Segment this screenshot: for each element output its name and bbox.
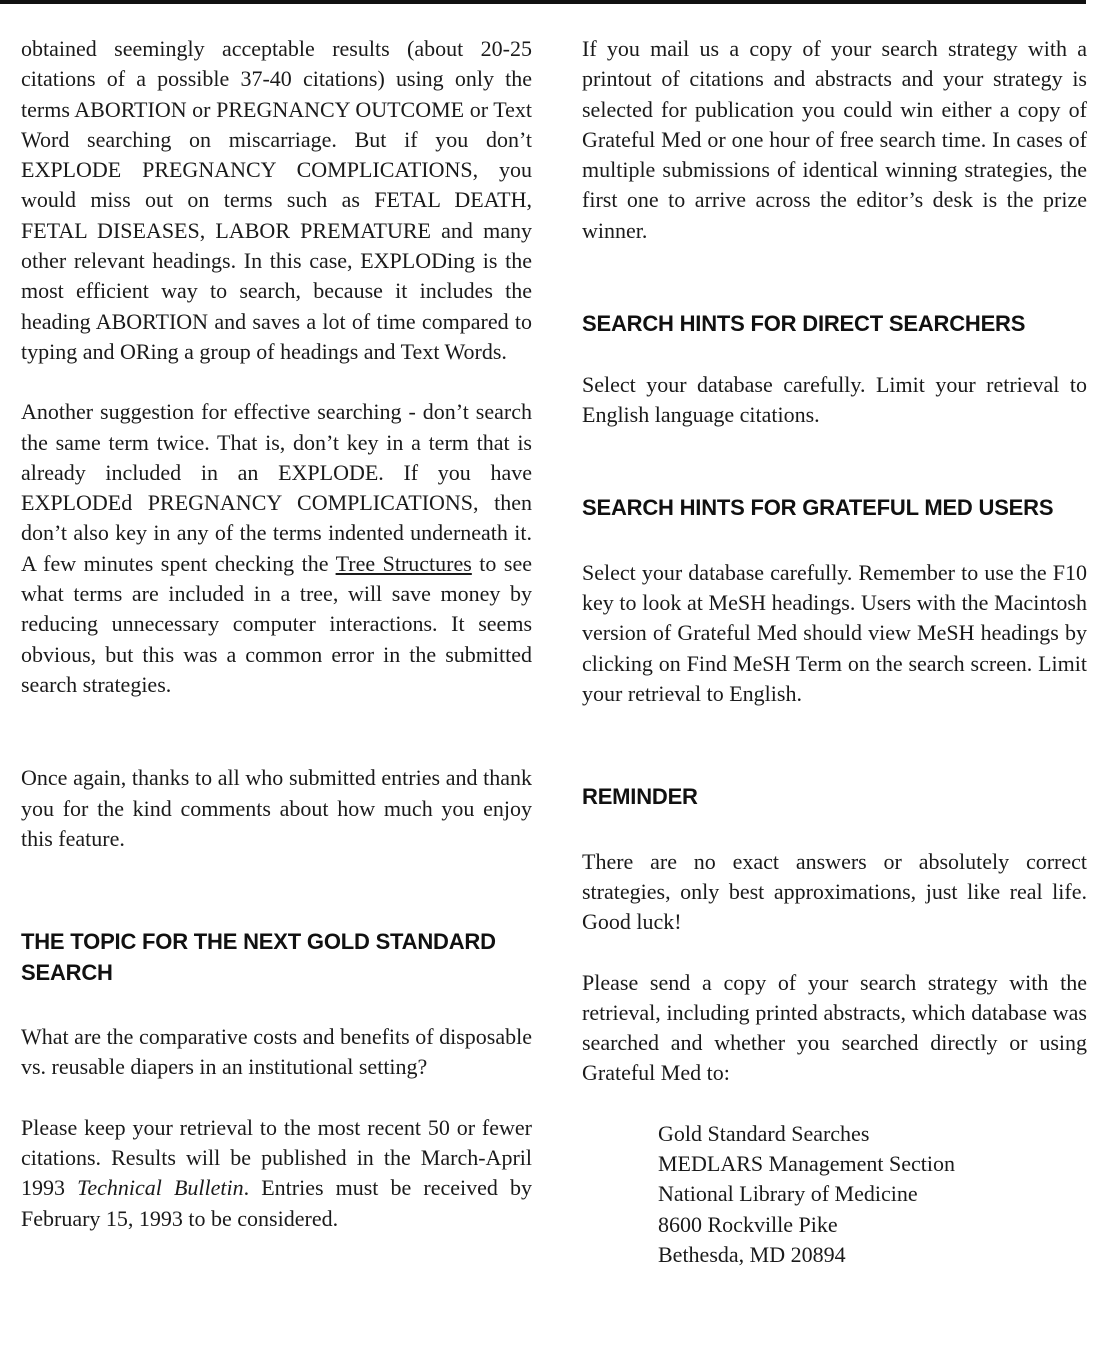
paragraph-send-copy: Please send a copy of your search strategy with the retrieval, including printed abstracts, which database was searched and whether you searched directly or using Grateful Med to: <box>582 969 1087 1086</box>
paragraph-explode-example: obtained seemingly acceptable results (about 20-25 citations of a possible 37-40 citations) using only the terms ABORTION or PREGNANCY OUTCOME or Text Word searching on miscarriage. But if you don’t EXPLODE PREGNANCY COMPLICATIONS, you would miss out on terms such as FETAL DEATH, FETAL DISEASES, LABOR PREMATURE and many other relevant headings. In this case, EXPLODing is the most efficient way to search, because it includes the heading ABORTION and saves a lot of time compared to typing and ORing a group of headings and Text Words. <box>21 36 532 364</box>
top-rule <box>0 0 1086 4</box>
text-segment: Please keep your retrieval to the most recent 50 or fewer citations. Results will be published in the March-April 1993 <box>21 1114 532 1201</box>
heading-grateful-med-users: SEARCH HINTS FOR GRATEFUL MED USERS <box>582 495 1054 521</box>
paragraph-prize-info: If you mail us a copy of your search strategy with a printout of citations and abstracts and your strategy is selected for publication you could win either a copy of Grateful Med or one hour of free search time. In cases of multiple submissions of identical winning strategies, the first one to arrive across the editor’s desk is the prize winner. <box>582 36 1087 243</box>
right-column <box>582 34 1087 1270</box>
address-line: National Library of Medicine <box>658 1181 918 1207</box>
paragraph-topic-question: What are the comparative costs and benefits of disposable vs. reusable diapers in an institutional setting? <box>21 1024 532 1080</box>
heading-next-topic: THE TOPIC FOR THE NEXT GOLD STANDARD SEARCH <box>21 929 496 985</box>
paragraph-search-suggestion <box>21 397 532 700</box>
address-line: 8600 Rockville Pike <box>658 1211 838 1237</box>
address-line: Bethesda, MD 20894 <box>658 1241 846 1267</box>
paragraph-reminder: There are no exact answers or absolutely correct strategies, only best approximations, just like real life. Good luck! <box>582 848 1087 935</box>
paragraph-thanks: Once again, thanks to all who submitted entries and thank you for the kind comments about how much you enjoy this feature. <box>21 765 532 851</box>
left-column <box>21 34 532 1234</box>
text-segment: Another suggestion for effective searching - don’t search the same term twice. That is, don’t key in a term that is already included in an EXPLODE. If you have EXPLODEd PREGNANCY COMPLICATIONS, then don’t also key in any of the terms indented underneath it. A few minutes spent checking the <box>21 399 532 576</box>
text-segment: to see what terms are included in a tree, will save money by reducing unnecessary computer interactions. It seems obvious, but this was a common error in the submitted search strategies. <box>21 550 532 697</box>
paragraph-grateful-med-hints: Select your database carefully. Remember to use the F10 key to look at MeSH headings. Users with the Macintosh version of Grateful Med should view MeSH headings by clicking on Find MeSH Term on the search screen. Limit your retrieval to English. <box>582 559 1087 706</box>
heading-reminder: REMINDER <box>582 784 698 810</box>
paragraph-direct-hints: Select your database carefully. Limit your retrieval to English language citations. <box>582 371 1087 427</box>
text-segment: . Entries must be received by February 15, 1993 to be considered. <box>21 1175 532 1231</box>
tree-structures-text: Tree Structures <box>335 550 472 576</box>
heading-direct-searchers: SEARCH HINTS FOR DIRECT SEARCHERS <box>582 311 1026 337</box>
address-line: Gold Standard Searches <box>658 1120 870 1146</box>
paragraph-retrieval-instructions <box>21 1113 532 1234</box>
publication-title: Technical Bulletin <box>77 1175 244 1201</box>
mailing-address <box>658 1119 1087 1270</box>
address-line: MEDLARS Management Section <box>658 1151 955 1177</box>
